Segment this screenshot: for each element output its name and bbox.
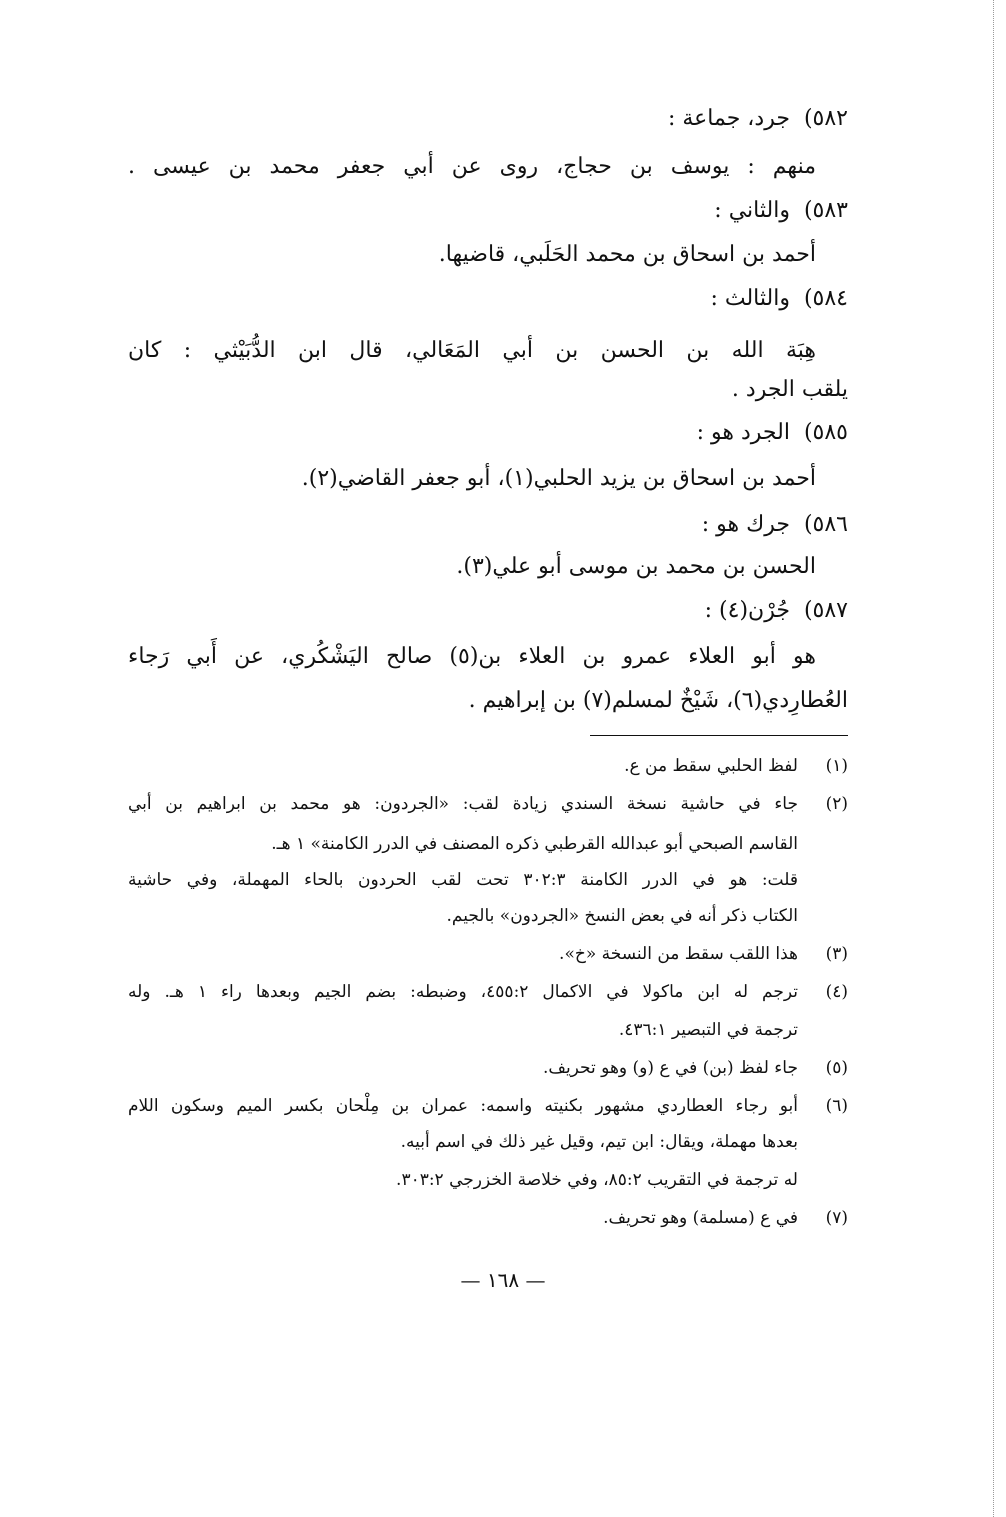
entry-heading — [128, 196, 848, 226]
entry-body: هو أبو العلاء عمرو بن العلاء بن(٥) صالح اليَشْكُري، عن أَبي رَجاء — [128, 644, 816, 669]
entry-body: العُطارِدي(٦)، شَيْخٌ لمسلم(٧) بن إبراهيم . — [468, 688, 848, 713]
entry-body: أحمد بن اسحاق بن يزيد الحلبي(١)، أبو جعفر القاضي(٢). — [301, 466, 816, 491]
footnote — [128, 940, 848, 968]
footnote-separator — [590, 735, 848, 736]
entry-number: ٥٨٢) — [803, 106, 848, 131]
footnote-mark: (٧) — [825, 1208, 848, 1228]
entry-body: هِبَة الله بن الحسن بن أبي المَعَالي، قال ابن الدُّبَيْثي : كان — [128, 338, 816, 363]
entry-heading — [128, 510, 848, 540]
footnote-mark: (٤) — [825, 982, 848, 1002]
footnote-text: ترجم له ابن ماكولا في الاكمال ٤٥٥:٢، وضبطه: بضم الجيم وبعدها راء ١ هـ. وله — [128, 982, 798, 1002]
entry-body: يلقب الجرد . — [731, 377, 848, 402]
entry-number: ٥٨٧) — [803, 598, 848, 623]
entry-heading — [128, 104, 848, 134]
footnote-line: ترجمة في التبصير ٤٣٦:١. — [618, 1020, 798, 1040]
footnote — [128, 1204, 848, 1232]
footnote-text: جاء لفظ (بن) في ع (و) وهو تحريف. — [542, 1058, 798, 1078]
page-number: — ١٦٨ — — [460, 1268, 546, 1292]
footnote-line: بعدها مهملة، ويقال: ابن تيم، وقيل غير ذلك في اسم أبيه. — [400, 1132, 798, 1152]
entry-body: منهم : يوسف بن حجاج، روى عن أبي جعفر محمد بن عيسى . — [128, 154, 816, 179]
entry-body: الحسن بن محمد بن موسى أبو علي(٣). — [456, 554, 816, 579]
entry-head: الجرد هو : — [696, 420, 790, 445]
footnote — [128, 790, 848, 818]
footnote-mark: (٥) — [825, 1058, 848, 1078]
entry-number: ٥٨٣) — [803, 198, 848, 223]
footnote — [128, 752, 848, 780]
footnote-text: أبو رجاء العطاردي مشهور بكنيته واسمه: عمران بن مِلْحان بكسر الميم وسكون اللام — [128, 1096, 798, 1116]
entry-body: أحمد بن اسحاق بن محمد الحَلَبي، قاضيها. — [438, 242, 816, 267]
entry-heading — [128, 418, 848, 448]
footnote-mark: (٦) — [825, 1096, 848, 1116]
footnote-mark: (١) — [825, 756, 848, 776]
footnote — [128, 978, 848, 1006]
footnote-text: في ع (مسلمة) وهو تحريف. — [603, 1208, 798, 1228]
footnote-text: جاء في حاشية نسخة السندي زيادة لقب: «الجردون: هو محمد بن ابراهيم بن أبي — [128, 794, 798, 814]
footnote-mark: (٣) — [825, 944, 848, 964]
footnote — [128, 1092, 848, 1120]
entry-number: ٥٨٥) — [803, 420, 848, 445]
footnote-line: الكتاب ذكر أنه في بعض النسخ «الجردون» بالجيم. — [446, 906, 798, 926]
entry-number: ٥٨٤) — [803, 286, 848, 311]
entry-head: والثاني : — [714, 198, 790, 223]
entry-number: ٥٨٦) — [803, 512, 848, 537]
entry-head: جُرْن(٤) : — [704, 598, 790, 623]
footnote-line: له ترجمة في التقريب ٨٥:٢، وفي خلاصة الخزرجي ٣٠٣:٢. — [396, 1170, 798, 1190]
entry-heading — [128, 596, 848, 626]
entry-head: جرك هو : — [701, 512, 790, 537]
footnote-text: هذا اللقب سقط من النسخة «خ». — [559, 944, 798, 964]
entry-head: والثالث : — [710, 286, 790, 311]
footnote — [128, 1054, 848, 1082]
footnote-text: لفظ الحلبي سقط من ع. — [624, 756, 798, 776]
footnote-line: القاسم الصبحي أبو عبدالله القرطبي ذكره المصنف في الدرر الكامنة» ١ هـ. — [271, 834, 798, 854]
footnote-line: قلت: هو في الدرر الكامنة ٣٠٢:٣ تحت لقب الحردون بالحاء المهملة، وفي حاشية — [128, 870, 798, 890]
footnote-mark: (٢) — [825, 794, 848, 814]
entry-head: جرد، جماعة : — [667, 106, 790, 131]
entry-heading — [128, 284, 848, 314]
